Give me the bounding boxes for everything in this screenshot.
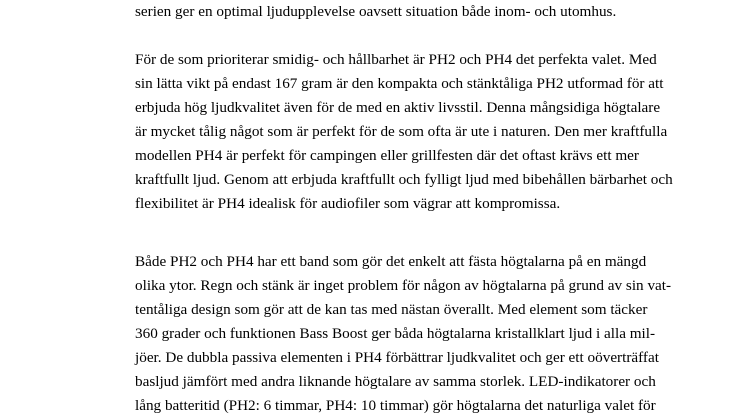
text-line: tentåliga design som gör att de kan tas med nästan överallt. Med element som täcker [135, 301, 648, 318]
text-line: sin lätta vikt på endast 167 gram är den kompakta och stänktåliga PH2 utformad för att [135, 75, 664, 92]
paragraph-ph2-ph4-overview [135, 48, 673, 216]
text-line: jöer. De dubbla passiva elementen i PH4 förbättrar ljudkvalitet och ger ett oöverträffat [135, 349, 659, 366]
text-line: 360 grader och funktionen Bass Boost ger båda högtalarna kristallklart ljud i alla mil- [135, 325, 656, 342]
text-line: serien ger en optimal ljudupplevelse oavsett situation både inom- och utomhus. [135, 3, 617, 20]
paragraph-intro-end [135, 0, 626, 24]
text-line: kraftfullt ljud. Genom att erbjuda kraftfullt och fylligt ljud med bibehållen bärbarhet och [135, 171, 673, 188]
text-line: är mycket tålig något som är perfekt för de som ofta är ute i naturen. Den mer kraftfulla [135, 123, 668, 140]
text-line: flexibilitet är PH4 idealisk för audiofiler som vägrar att kompromissa. [135, 195, 561, 212]
text-line: olika ytor. Regn och stänk är inget problem för någon av högtalarna på grund av sin vat- [135, 277, 672, 294]
text-line: För de som prioriterar smidig- och hållbarhet är PH2 och PH4 det perfekta valet. Med [135, 51, 657, 68]
paragraph-shared-features [135, 250, 672, 418]
text-line: erbjuda hög ljudkvalitet även för de med en aktiv livsstil. Denna mångsidiga högtalare [135, 99, 661, 116]
text-line: Både PH2 och PH4 har ett band som gör det enkelt att fästa högtalarna på en mängd [135, 253, 647, 270]
text-line: basljud jämfört med andra liknande högtalare av samma storlek. LED-indikatorer och [135, 373, 656, 390]
text-line: modellen PH4 är perfekt för campingen eller grillfesten där det oftast krävs ett mer [135, 147, 639, 164]
text-line: lång batteritid (PH2: 6 timmar, PH4: 10 timmar) gör högtalarna det naturliga valet för [135, 397, 656, 414]
